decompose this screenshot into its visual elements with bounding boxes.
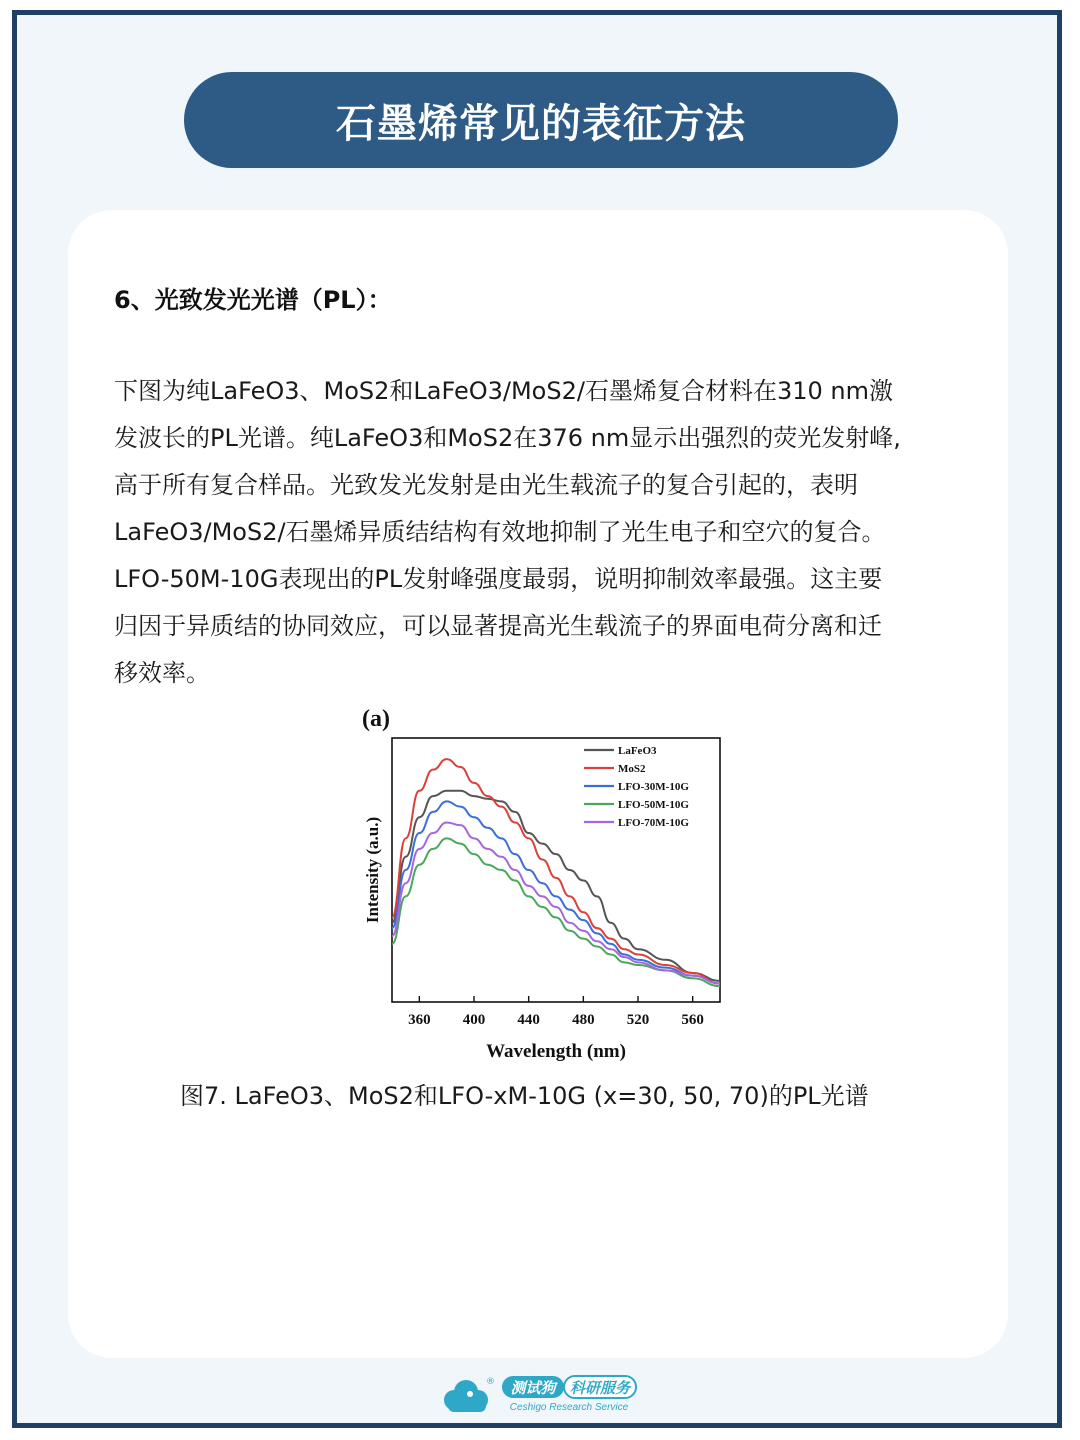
section-heading: 6、光致发光光谱（PL）： [114, 286, 392, 314]
legend-label: LFO-30M-10G [618, 781, 689, 793]
x-axis-label: Wavelength (nm) [486, 1041, 626, 1062]
body-paragraph [114, 368, 974, 697]
panel-label: (a) [362, 706, 390, 732]
series-line [392, 822, 720, 983]
paragraph-line: 下图为纯LaFeO3、MoS2和LaFeO3/MoS2/石墨烯复合材料在310 nm激 [114, 377, 893, 405]
paragraph-line: 高于所有复合样品。光致发光发射是由光生载流子的复合引起的，表明 [114, 471, 858, 499]
brand-name-en: Ceshigo Research Service [509, 1402, 629, 1413]
paragraph-line: LFO-50M-10G表现出的PL发射峰强度最弱，说明抑制效率最强。这主要 [114, 565, 883, 593]
brand-name-cn: 测试狗 [510, 1379, 556, 1397]
legend-label: LFO-50M-10G [618, 799, 689, 811]
x-tick-label: 520 [626, 1012, 650, 1028]
series-line [392, 838, 720, 986]
x-tick-label: 560 [681, 1012, 704, 1028]
legend-label: MoS2 [618, 763, 646, 775]
registered-mark: ® [486, 1377, 495, 1387]
pl-spectrum-chart [352, 700, 728, 1066]
x-tick-label: 360 [408, 1012, 431, 1028]
page-title: 石墨烯常见的表征方法 [336, 100, 746, 147]
x-tick-label: 400 [462, 1012, 486, 1028]
paragraph-line: 归因于异质结的协同效应，可以显著提高光生载流子的界面电荷分离和迁 [114, 612, 882, 640]
pl-spectrum-figure [352, 700, 728, 1066]
plot-frame [392, 738, 720, 1002]
x-tick-label: 480 [572, 1012, 595, 1028]
x-tick-label: 440 [517, 1012, 540, 1028]
legend-label: LaFeO3 [618, 745, 657, 757]
paragraph-line: LaFeO3/MoS2/石墨烯异质结结构有效地抑制了光生电子和空穴的复合。 [114, 518, 886, 546]
figure-caption: 图7. LaFeO3、MoS2和LFO-xM-10G (x=30, 50, 70)的PL光谱 [180, 1082, 869, 1110]
title-banner [184, 72, 898, 168]
brand-logo [440, 1372, 640, 1416]
service-name-cn: 科研服务 [569, 1379, 631, 1397]
dog-cloud-icon [444, 1380, 488, 1412]
legend-label: LFO-70M-10G [618, 817, 689, 829]
paragraph-line: 移效率。 [114, 659, 210, 687]
y-axis-label: Intensity (a.u.) [363, 816, 382, 924]
paragraph-line: 发波长的PL光谱。纯LaFeO3和MoS2在376 nm显示出强烈的荧光发射峰, [114, 424, 901, 452]
